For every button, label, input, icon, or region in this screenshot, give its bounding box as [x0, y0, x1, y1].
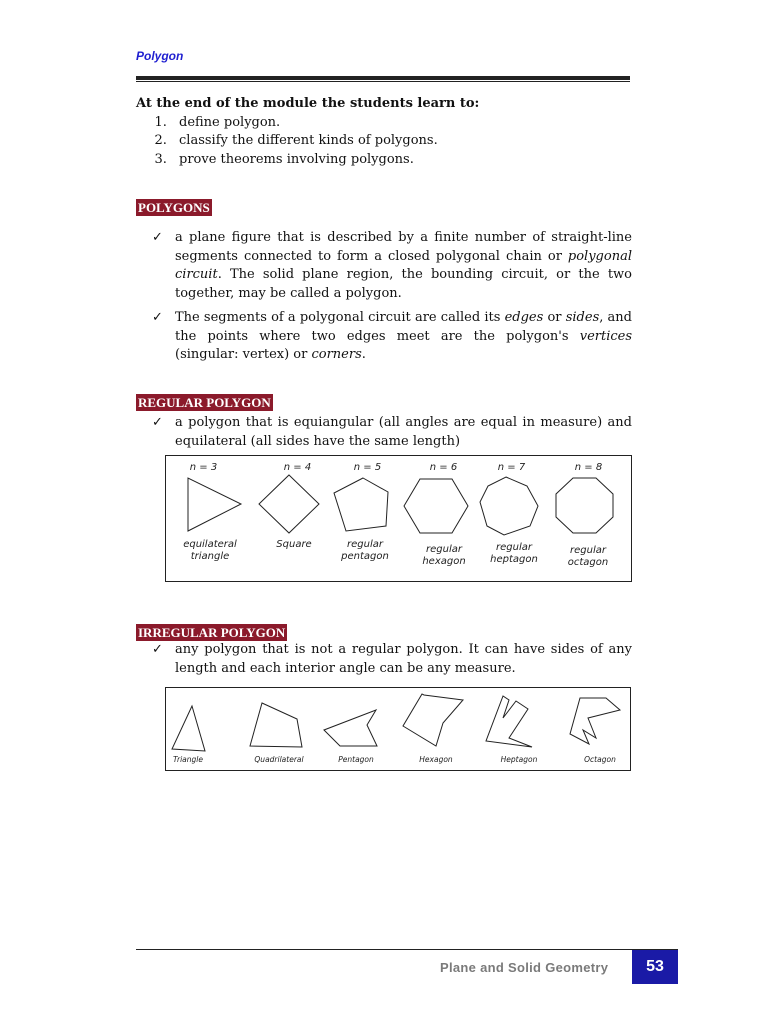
- irregular-octagon-shape: [570, 698, 620, 744]
- bullet-text: a plane figure that is described by a finite number of straight-line segments connected to form a closed polygonal chain or polygonal circuit. The solid plane region, the bounding circuit, or the two together, may be called a polygon.: [175, 230, 632, 301]
- page-number: 53: [632, 950, 678, 984]
- irregular-hexagon-shape: [403, 694, 463, 746]
- figure-caption: Triangle: [173, 755, 203, 764]
- checkmark-icon: ✓: [152, 415, 163, 430]
- figure-n-label: n = 6: [429, 462, 458, 473]
- figure-caption: regular pentagon: [341, 539, 389, 562]
- header-rule-thin: [136, 81, 630, 82]
- irregular-polygons-figure: [165, 687, 631, 771]
- header-title: Polygon: [136, 49, 184, 63]
- figure-caption: Pentagon: [338, 755, 374, 764]
- figure-caption: regular hexagon: [422, 544, 466, 567]
- bullet-irregular-definition: [152, 641, 632, 678]
- irregular-polygons-svg: [166, 688, 630, 770]
- list-item: 1. define polygon.: [171, 114, 636, 133]
- bullet-polygon-definition: [152, 229, 632, 303]
- figure-caption: regular octagon: [567, 545, 609, 568]
- footer-rule: [136, 949, 678, 950]
- section-heading-polygons: POLYGONS: [138, 200, 210, 215]
- bullet-regular-definition: [152, 414, 632, 451]
- figure-n-label: n = 3: [189, 462, 218, 473]
- figure-caption: equilateral triangle: [183, 539, 237, 562]
- figure-caption: regular heptagon: [490, 542, 538, 565]
- square-shape: [259, 475, 319, 533]
- bullet-text: a polygon that is equiangular (all angles are equal in measure) and equilateral (all sides have the same length): [175, 415, 632, 449]
- irregular-heptagon-shape: [486, 696, 532, 747]
- list-item: 2. classify the different kinds of polygons.: [171, 132, 636, 151]
- bullet-text: any polygon that is not a regular polygon. It can have sides of any length and each interior angle can be any measure.: [175, 642, 632, 676]
- checkmark-icon: ✓: [152, 230, 163, 245]
- objectives-list: [136, 114, 636, 170]
- regular-pentagon-shape: [334, 478, 388, 531]
- figure-n-label: n = 5: [353, 462, 382, 473]
- regular-heptagon-shape: [480, 477, 538, 535]
- figure-n-label: n = 7: [497, 462, 526, 473]
- figure-n-label: n = 8: [574, 462, 603, 473]
- footer-book-title: Plane and Solid Geometry: [440, 960, 609, 975]
- objectives: [136, 95, 636, 169]
- list-item: 3. prove theorems involving polygons.: [171, 151, 636, 170]
- figure-caption: Octagon: [584, 755, 616, 764]
- section-heading-irregular: IRREGULAR POLYGON: [138, 625, 286, 640]
- bullet-polygon-edges: [152, 309, 632, 365]
- objectives-intro: At the end of the module the students learn to:: [136, 96, 480, 111]
- irregular-quadrilateral-shape: [250, 703, 302, 747]
- checkmark-icon: ✓: [152, 642, 163, 657]
- regular-octagon-shape: [556, 478, 613, 533]
- figure-caption: Quadrilateral: [254, 755, 304, 764]
- figure-caption: Heptagon: [500, 755, 538, 764]
- regular-polygons-figure: [165, 455, 632, 582]
- figure-n-label: n = 4: [283, 462, 312, 473]
- bullet-text: The segments of a polygonal circuit are called its edges or sides, and the points where two edges meet are the polygon's vertices (singular: vertex) or corners.: [175, 310, 632, 362]
- figure-caption: Hexagon: [419, 755, 453, 764]
- checkmark-icon: ✓: [152, 310, 163, 325]
- equilateral-triangle-shape: [188, 478, 241, 531]
- section-heading-regular: REGULAR POLYGON: [138, 395, 271, 410]
- irregular-triangle-shape: [172, 706, 205, 751]
- header-rule: [136, 76, 630, 80]
- irregular-pentagon-shape: [324, 710, 377, 746]
- regular-hexagon-shape: [404, 479, 468, 533]
- figure-caption: Square: [276, 539, 312, 550]
